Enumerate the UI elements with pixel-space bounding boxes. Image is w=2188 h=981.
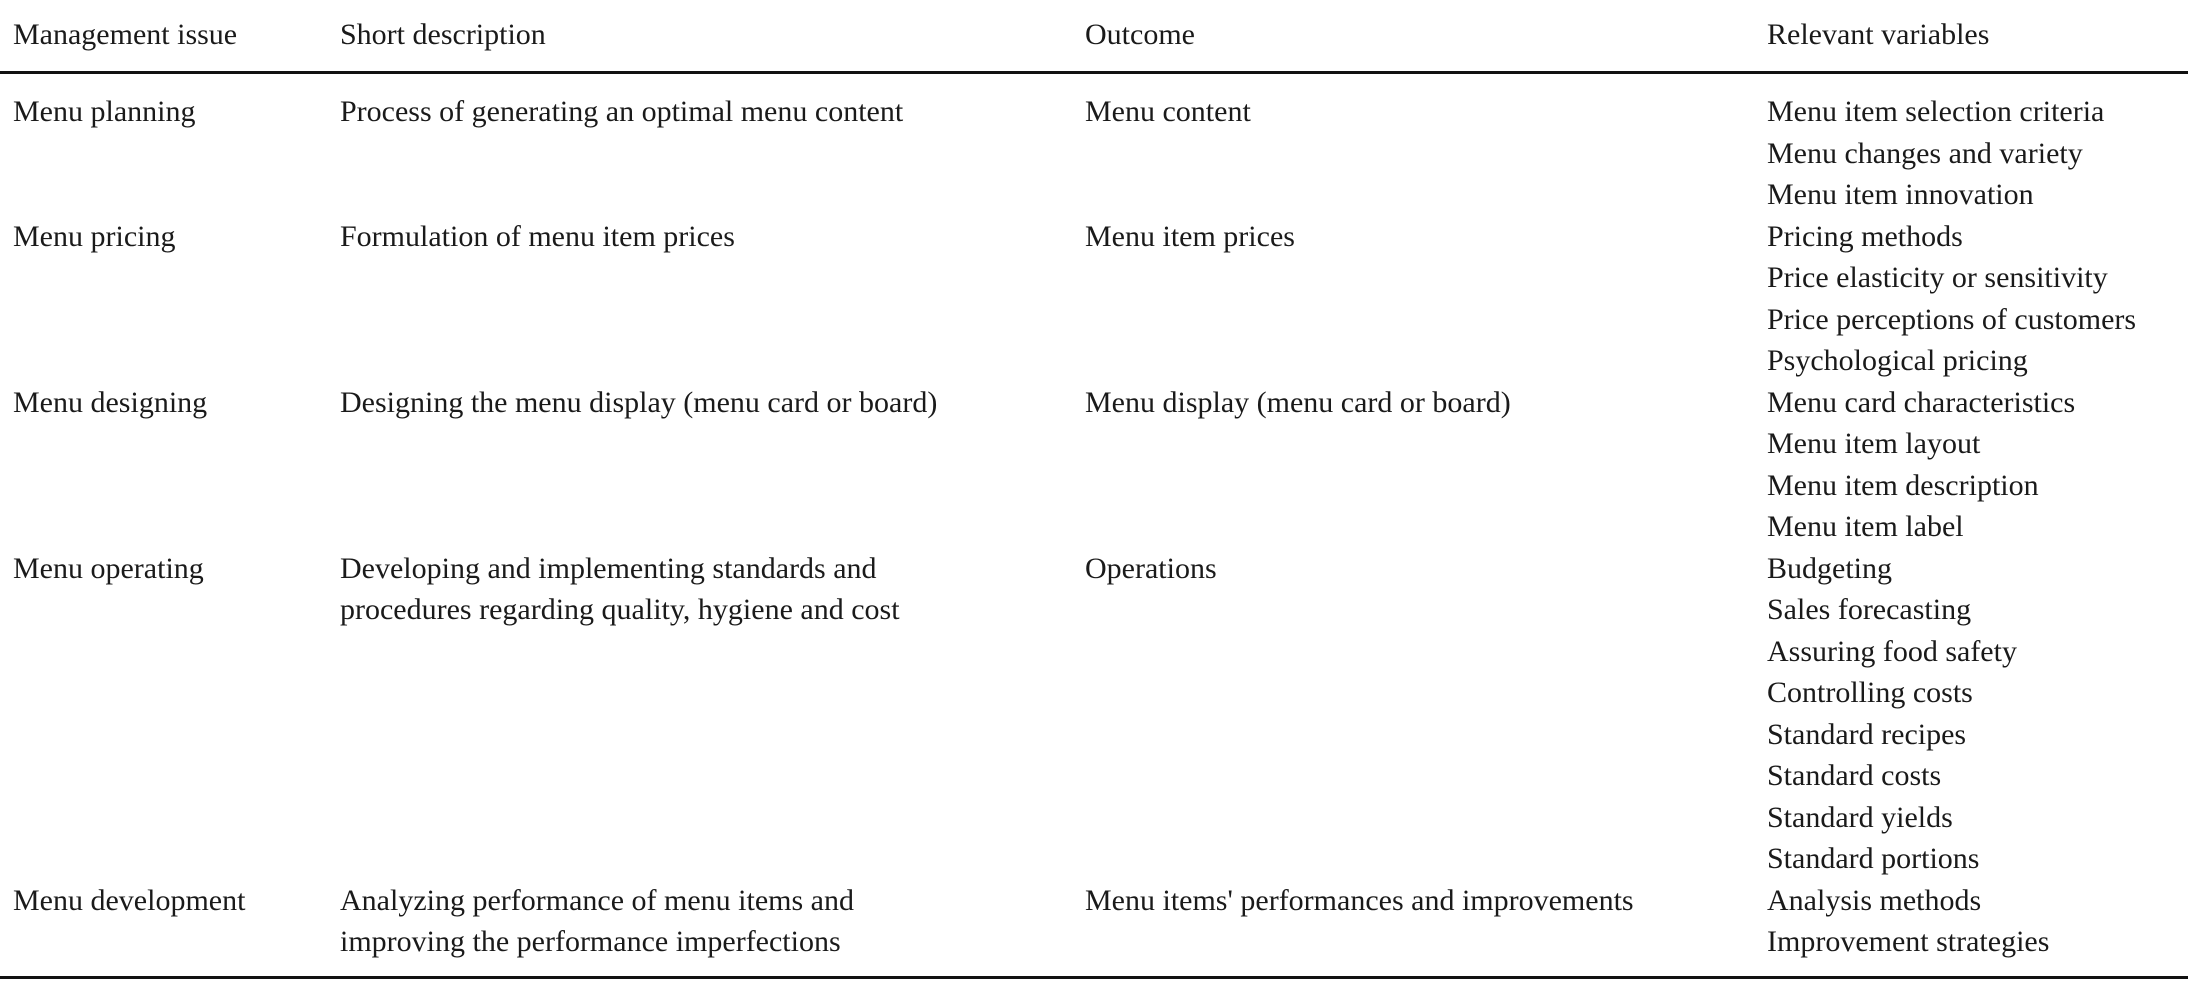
variable-item: Menu item layout [1767,427,1981,460]
cell-outcome: Menu item prices [1085,219,1295,253]
variable-item: Standard recipes [1767,717,1967,751]
variable-item: Sales forecasting [1767,593,1972,626]
description-line: Formulation of menu item prices [340,219,735,253]
cell-short-description [340,880,854,963]
bottom-rule [0,976,2188,979]
cell-management-issue: Menu development [13,883,246,917]
variable-item: Budgeting [1767,551,1892,585]
variable-item: Standard yields [1767,800,1953,834]
header-outcome: Outcome [1085,18,1195,51]
variable-item: Menu card characteristics [1767,385,2076,419]
cell-outcome: Menu items' performances and improvements [1085,883,1634,917]
description-line: Developing and implementing standards and [340,551,877,585]
variable-item: Menu changes and variety [1767,136,2083,170]
description-line: Analyzing performance of menu items and [340,883,854,917]
description-line: Designing the menu display (menu card or board) [340,385,938,419]
header-rule [0,71,2188,74]
variable-item: Psychological pricing [1767,344,2028,377]
cell-relevant-variables [1767,382,2075,548]
variable-item: Price perceptions of customers [1767,302,2137,336]
cell-management-issue: Menu pricing [13,219,176,253]
variable-item: Menu item selection criteria [1767,95,2105,128]
cell-short-description [340,548,900,631]
cell-short-description [340,216,735,258]
description-line: improving the performance imperfections [340,925,841,958]
variable-item: Price elasticity or sensitivity [1767,261,2108,294]
variable-item: Assuring food safety [1767,634,2017,668]
header-short-description: Short description [340,18,546,51]
cell-management-issue: Menu planning [13,95,196,128]
variable-item: Controlling costs [1767,676,1973,709]
cell-relevant-variables [1767,548,2017,880]
cell-management-issue: Menu operating [13,551,204,585]
header-management-issue: Management issue [13,18,238,51]
cell-relevant-variables [1767,91,2104,216]
cell-outcome: Menu content [1085,95,1251,128]
variable-item: Pricing methods [1767,219,1963,253]
cell-outcome: Operations [1085,551,1217,585]
variable-item: Menu item description [1767,468,2039,502]
variable-item: Menu item label [1767,510,1964,543]
description-line: procedures regarding quality, hygiene and cost [340,593,900,626]
cell-short-description [340,382,937,424]
cell-relevant-variables [1767,216,2136,382]
variable-item: Analysis methods [1767,883,1982,917]
table-header-row [0,0,2188,72]
description-line: Process of generating an optimal menu content [340,95,904,128]
variable-item: Standard portions [1767,842,1980,875]
cell-management-issue: Menu designing [13,385,208,419]
variable-item: Menu item innovation [1767,178,2034,211]
variable-item: Improvement strategies [1767,925,2050,958]
cell-outcome: Menu display (menu card or board) [1085,385,1511,419]
cell-relevant-variables [1767,880,2049,963]
header-relevant-variables: Relevant variables [1767,18,1990,51]
variable-item: Standard costs [1767,759,1942,792]
cell-short-description [340,91,903,133]
